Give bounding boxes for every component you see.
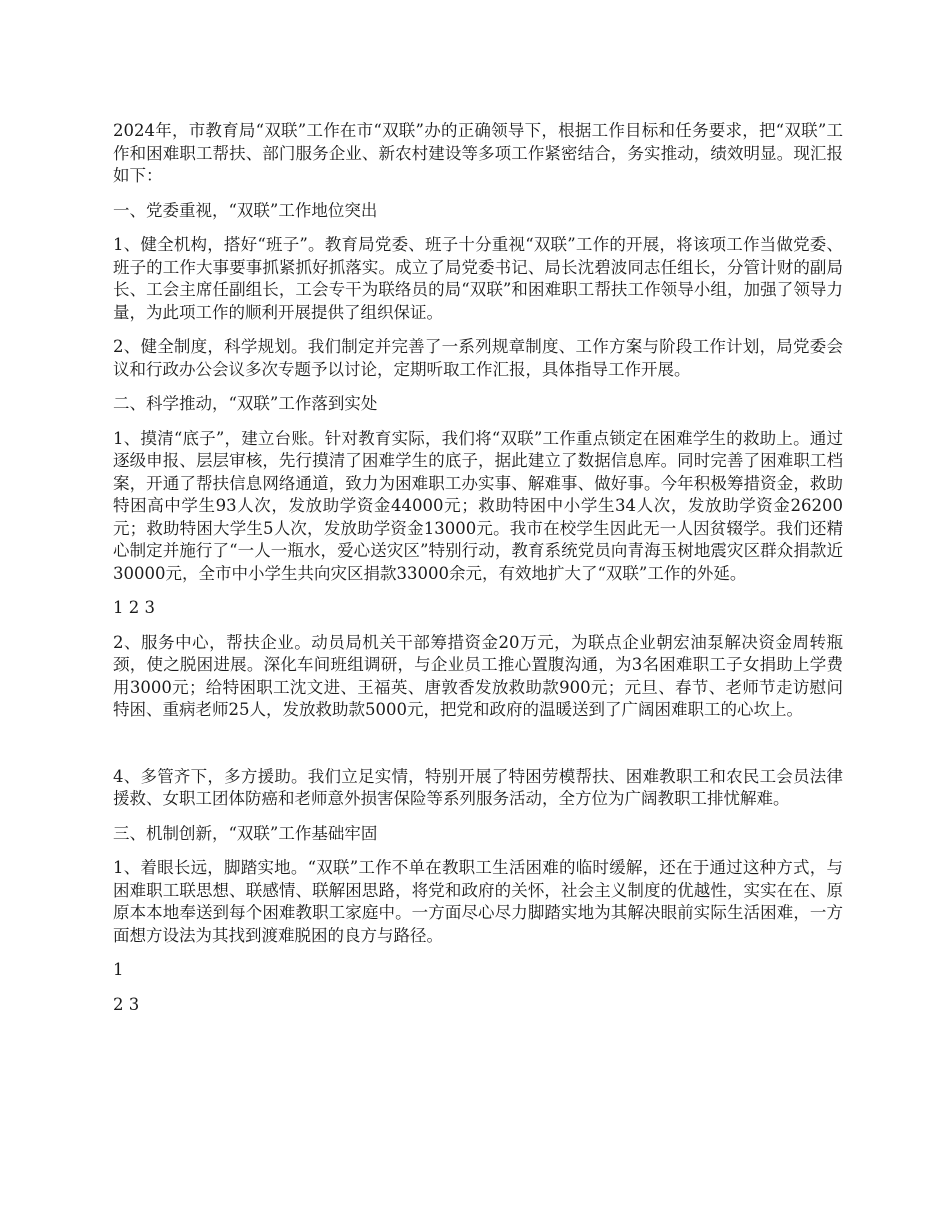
section-heading-3: 三、机制创新，“双联”工作基础牢固 xyxy=(113,823,378,843)
page-number-marker: 1 xyxy=(113,960,124,979)
page-number-marker: 2 3 xyxy=(113,994,140,1014)
paragraph-long-term: 1、着眼长远，脚踏实地。“双联”工作不单在教职工生活困难的临时缓解，还在于通过这种方式，与困难职工联思想、联感情、联解困思路，将党和政府的关怀，社会主义制度的优越性，实实在在、原原本本地奉送到每个困难教职工家庭中。一方面尽心尽力脚踏实地为其解决眼前实际生活困难，一方面想方设法为其找到渡难脱困的良方与路径。 xyxy=(113,858,843,945)
paragraph-enterprise-support: 2、服务中心，帮扶企业。动员局机关干部筹措资金20万元，为联点企业朝宏油泵解决资金周转瓶颈，使之脱困进展。深化车间班组调研，与企业员工推心置腹沟通，为3名困难职工子女捐助上学费用3000元；给特困职工沈文进、王福英、唐敦香发放救助款900元；元旦、春节、老师节走访慰问特困、重病老师25人，发放救助款5000元，把党和政府的温暖送到了广阔困难职工的心坎上。 xyxy=(113,632,843,719)
section-heading-2: 二、科学推动，“双联”工作落到实处 xyxy=(113,394,378,413)
intro-paragraph: 2024年，市教育局“双联”工作在市“双联”办的正确领导下，根据工作目标和任务要求，把“双联”工作和困难职工帮扶、部门服务企业、新农村建设等多项工作紧密结合，务实推动，绩效明显。现汇报如下： xyxy=(113,121,843,185)
paragraph-rules: 2、健全制度，科学规划。我们制定并完善了一系列规章制度、工作方案与阶段工作计划，局党委会议和行政办公会议多次专题予以讨论，定期听取工作汇报，具体指导工作开展。 xyxy=(113,337,843,379)
paragraph-student-aid: 1、摸清“底子”，建立台账。针对教育实际，我们将“双联”工作重点锁定在困难学生的救助上。通过逐级申报、层层审核，先行摸清了困难学生的底子，据此建立了数据信息库。同时完善了困难职工档案，开通了帮扶信息网络通道，致力为困难职工办实事、解难事、做好事。今年积极筹措资金，救助特困高中学生93人次，发放助学资金44000元；救助特困中小学生34人次，发放助学资金26200元；救助特困大学生5人次，发放助学资金13000元。我市在校学生因此无一人因贫辍学。我们还精心制定并施行了“一人一瓶水，爱心送灾区”特别行动，教育系统党员向青海玉树地震灾区群众捐款近30000元，全市中小学生共向灾区捐款33000余元，有效地扩大了“双联”工作的外延。 xyxy=(113,428,843,583)
paragraph-organization: 1、健全机构，搭好“班子”。教育局党委、班子十分重视“双联”工作的开展，将该项工作当做党委、班子的工作大事要事抓紧抓好抓落实。成立了局党委书记、局长沈碧波同志任组长，分管计财的副局长、工会主席任副组长，工会专干为联络员的局“双联”和困难职工帮扶工作领导小组，加强了领导力量，为此项工作的顺利开展提供了组织保证。 xyxy=(113,235,843,322)
page-number-marker: 1 2 3 xyxy=(113,598,155,617)
paragraph-multiple-aid: 4、多管齐下，多方援助。我们立足实情，特别开展了特困劳模帮扶、困难教职工和农民工会员法律援救、女职工团体防癌和老师意外损害保险等系列服务活动，全方位为广阔教职工排忧解难。 xyxy=(113,766,843,808)
document-body xyxy=(113,120,843,1028)
section-heading-1: 一、党委重视，“双联”工作地位突出 xyxy=(113,200,378,220)
